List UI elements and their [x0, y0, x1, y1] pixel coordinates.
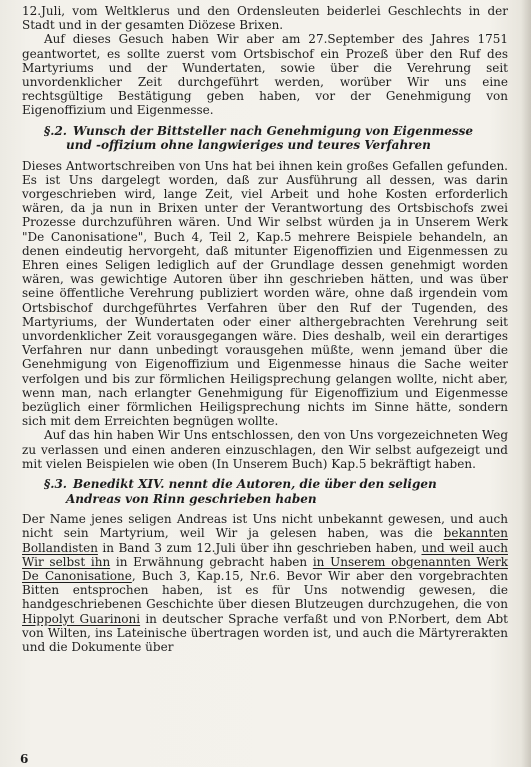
paragraph-0: 12.Juli, vom Weltklerus und den Ordensleuten beiderlei Geschlechts in der Stadt und in der gesamten Diözese Brixen.: [22, 4, 508, 33]
section-number-2: §.2.: [44, 123, 67, 138]
paragraph-4: [22, 512, 508, 654]
underlined-bollandisten: bekannten Bollandisten: [22, 526, 508, 555]
underlined-hippolyt-guarinoni: Hippolyt Guarinoni: [22, 611, 141, 626]
paragraph-4-text-a: Der Name jenes seligen Andreas ist Uns nicht unbekannt gewesen, und auch nicht sein Martyrium, weil Wir ja gelesen haben, was die: [22, 512, 508, 541]
paragraph-4-text-c: in Erwähnung gebracht haben: [110, 554, 313, 569]
paragraph-3: Auf das hin haben Wir Uns entschlossen, den von Uns vorgezeichneten Weg zu verlassen und einen anderen einzuschlagen, den Wir selbst aufgezeigt und mit vielen Beispielen wie oben (In Unserem Buch) Kap.5 bekräftigt haben.: [22, 428, 508, 471]
paragraph-4-text-d: , Buch 3, Kap.15, Nr.6. Bevor Wir aber den vorgebrachten Bitten entsprochen haben, ist es für Uns notwendig gewesen, die handgeschriebenen Geschichte über diesen Blutzeugen durchzugehen, die von: [22, 568, 508, 612]
paragraph-4-text-b: in Band 3 zum 12.Juli über ihn geschrieben haben,: [97, 540, 422, 555]
page-number: 6: [20, 752, 29, 766]
section-heading-3: [22, 477, 508, 506]
underlined-wir-selbst: und weil auch Wir selbst ihn: [22, 540, 508, 569]
text-column: [22, 4, 508, 654]
section-title-2-line-2: und -offizium ohne langwieriges und teures Verfahren: [66, 138, 431, 153]
section-number-3: §.3.: [44, 477, 67, 492]
section-title-3-line-1: Benedikt XIV. nennt die Autoren, die über den seligen: [72, 477, 437, 492]
page-edge-shadow: [521, 0, 531, 767]
section-heading-2: [22, 124, 508, 153]
paragraph-4-text-e: in deutscher Sprache verfaßt und von P.Norbert, dem Abt von Wilten, ins Lateinische übertragen worden ist, und auch die Märtyrerakten und die Dokumente über: [22, 611, 508, 654]
underlined-de-canonisatione: in Unserem obgenannten Werk De Canonisatione: [22, 554, 508, 583]
section-title-2-line-1: Wunsch der Bittsteller nach Genehmigung von Eigenmesse: [72, 123, 474, 138]
paragraph-2: Dieses Antwortschreiben von Uns hat bei ihnen kein großes Gefallen gefunden. Es ist Uns dargelegt worden, daß zur Ausführung all dessen, was darin vorgeschrieben wird, lange Zeit, viel Arbeit und hohe Kosten erforderlich wären, da ja nun in Brixen unter der Verantwortung des Ortsbischofs zwei Prozesse durchzuführen wären. Und Wir selbst würden ja in Unserem Werk "De Canonisatione", Buch 4, Teil 2, Kap.5 mehrere Beispiele behandeln, an denen eindeutig hervorgeht, daß mitunter Eigenoffizien und Eigenmessen zu Ehren eines Seligen lediglich auf der Grundlage dessen genehmigt worden wären, was gewichtige Autoren über ihn geschrieben hätten, und was über seine öffentliche Verehrung publiziert worden wäre, ohne daß irgendein vom Ortsbischof durchgeführtes Verfahren über den Ruf der Tugenden, des Martyriums, der Wundertaten oder einer althergebrachten Verehrung seit unvordenklicher Zeit vorausgegangen wäre. Dies deshalb, weil ein derartiges Verfahren nur dann unbedingt vorausgehen müßte, wenn jemand über die Genehmigung von Eigenoffizium und Eigenmesse hinaus die Sache weiter verfolgen und bis zur förmlichen Heiligsprechung gelangen wollte, nicht aber, wenn man, nach erlangter Genehmigung für Eigenoffizium und Eigenmesse bezüglich einer förmlichen Heiligsprechung nichts im Sinne hätte, sondern sich mit dem Erreichten begnügen wollte.: [22, 158, 508, 429]
section-title-3-line-2: Andreas von Rinn geschrieben haben: [66, 491, 317, 506]
paragraph-1: Auf dieses Gesuch haben Wir aber am 27.September des Jahres 1751 geantwortet, es sollte zuerst vom Ortsbischof ein Prozeß über den Ruf des Martyriums und der Wundertaten, sowie über die Verehrung seit unvordenklicher Zeit durchgeführt werden, worüber Wir uns eine rechtsgültige Bestätigung geben haben, vor der Genehmigung von Eigenoffizium und Eigenmesse.: [22, 32, 508, 118]
